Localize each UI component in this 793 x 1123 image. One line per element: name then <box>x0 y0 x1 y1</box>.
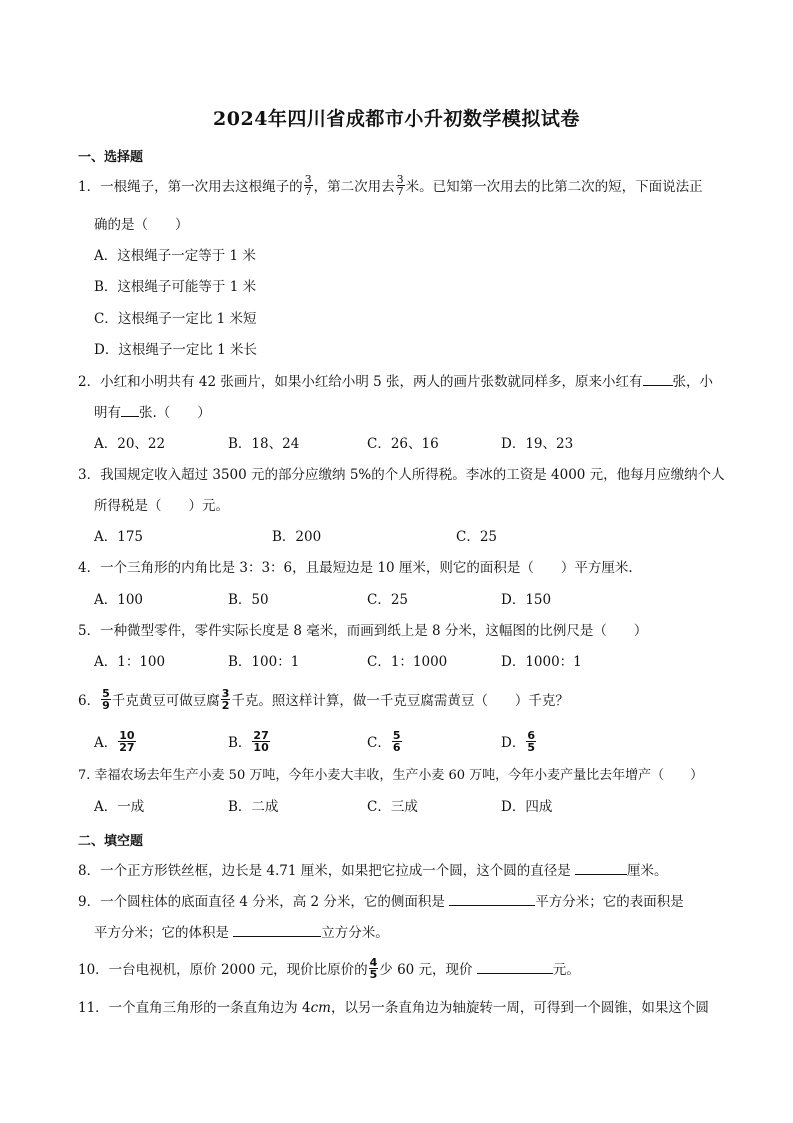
question-9: 9．一个圆柱体的底面直径 4 分米，高 2 分米，它的侧面积是 平方分米；它的表面积是 <box>78 891 684 912</box>
q7-option-b[interactable]: B．二成 <box>228 799 279 815</box>
q7-option-a[interactable]: A．一成 <box>94 799 145 815</box>
question-6: 6． $\frac{5}{9}$ 千克黄豆可做豆腐 $\frac{3}{2}$ 千克。照这样计算，做一千克豆腐需黄豆（ ）千克？ <box>78 687 569 712</box>
fraction: $\frac{5}{9}$ <box>102 687 110 712</box>
answer-blank[interactable] <box>121 402 139 417</box>
question-2: 2．小红和小明共有 42 张画片，如果小红给小明 5 张，两人的画片张数就同样多，原来小红有 张，小 <box>78 371 713 392</box>
q6-option-c[interactable]: C． $\frac{5}{6}$ <box>367 729 401 754</box>
q6-option-d[interactable]: D． $\frac{6}{5}$ <box>501 729 535 754</box>
question-3-cont: 所得税是（ ）元。 <box>94 498 229 514</box>
answer-blank[interactable] <box>233 922 321 937</box>
question-5: 5．一种微型零件，零件实际长度是 8 毫米，而画到纸上是 8 分米，这幅图的比例尺是（ ） <box>78 623 648 639</box>
section-heading-choice: 一、选择题 <box>78 150 144 165</box>
q1-option-d[interactable]: D．这根绳子一定比 1 米长 <box>94 342 257 358</box>
q5-option-c[interactable]: C．1：1000 <box>367 654 448 670</box>
q2-option-d[interactable]: D．19、23 <box>501 436 574 452</box>
question-1-cont: 确的是（ ） <box>94 217 189 233</box>
q4-option-a[interactable]: A．100 <box>94 592 144 608</box>
answer-blank[interactable] <box>643 371 673 386</box>
question-4: 4．一个三角形的内角比是 3：3：6，且最短边是 10 厘米，则它的面积是（ ）平方厘米. <box>78 560 633 576</box>
page-title: 2024年四川省成都市小升初数学模拟试卷 <box>213 108 580 130</box>
question-1: 1．一根绳子，第一次用去这根绳子的 $\frac{3}{7}$ ，第二次用去 $\frac{3}{7}$ 米。已知第一次用去的比第二次的短，下面说法正 <box>78 173 703 198</box>
q4-option-c[interactable]: C．25 <box>367 592 409 608</box>
q3-option-a[interactable]: A．175 <box>94 529 144 545</box>
q2-option-a[interactable]: A．20、22 <box>94 436 166 452</box>
q7-option-c[interactable]: C．三成 <box>367 799 418 815</box>
q1-option-b[interactable]: B．这根绳子可能等于 1 米 <box>94 279 257 295</box>
q7-option-d[interactable]: D．四成 <box>501 799 553 815</box>
question-2-cont: 明有 张.（ ） <box>94 402 211 423</box>
answer-blank[interactable] <box>575 860 627 875</box>
question-8: 8．一个正方形铁丝框，边长是 4.71 厘米，如果把它拉成一个圆，这个圆的直径是 厘米。 <box>78 860 668 881</box>
q6-option-a[interactable]: A． $\frac{10}{27}$ <box>94 729 135 754</box>
fraction: $\frac{3}{2}$ <box>221 687 230 712</box>
q1-option-c[interactable]: C．这根绳子一定比 1 米短 <box>94 311 257 327</box>
q2-option-c[interactable]: C．26、16 <box>367 436 439 452</box>
q4-option-d[interactable]: D．150 <box>501 592 552 608</box>
q3-option-b[interactable]: B．200 <box>272 529 322 545</box>
q3-option-c[interactable]: C．25 <box>456 529 498 545</box>
q5-option-a[interactable]: A．1：100 <box>94 654 166 670</box>
q5-option-d[interactable]: D．1000：1 <box>501 654 582 670</box>
fraction: $\frac{3}{7}$ <box>396 173 404 198</box>
question-10: 10．一台电视机，原价 2000 元，现价比原价的 $\frac{4}{5}$ 少 60 元，现价 元。 <box>78 956 580 981</box>
question-11: 11．一个直角三角形的一条直角边为 4cm，以另一条直角边为轴旋转一周，可得到一个圆锥，如果这个圆 <box>78 1000 709 1016</box>
q1-option-a[interactable]: A．这根绳子一定等于 1 米 <box>94 248 256 264</box>
q4-option-b[interactable]: B．50 <box>228 592 269 608</box>
question-7: 7. 幸福农场去年生产小麦 50 万吨，今年小麦大丰收，生产小麦 60 万吨，今年小麦产量比去年增产（ ） <box>78 768 704 783</box>
section-heading-fill: 二、填空题 <box>78 834 144 849</box>
answer-blank[interactable] <box>477 959 553 974</box>
fraction: $\frac{3}{7}$ <box>304 173 312 198</box>
answer-blank[interactable] <box>449 891 535 906</box>
question-9-cont: 平方分米；它的体积是 立方分米。 <box>94 922 389 943</box>
q5-option-b[interactable]: B．100：1 <box>228 654 300 670</box>
q2-option-b[interactable]: B．18、24 <box>228 436 300 452</box>
q6-option-b[interactable]: B． $\frac{27}{10}$ <box>228 729 269 754</box>
fraction: $\frac{4}{5}$ <box>369 956 378 981</box>
question-3: 3．我国规定收入超过 3500 元的部分应缴纳 5%的个人所得税。李冰的工资是 4000 元，他每月应缴纳个人 <box>78 467 725 483</box>
